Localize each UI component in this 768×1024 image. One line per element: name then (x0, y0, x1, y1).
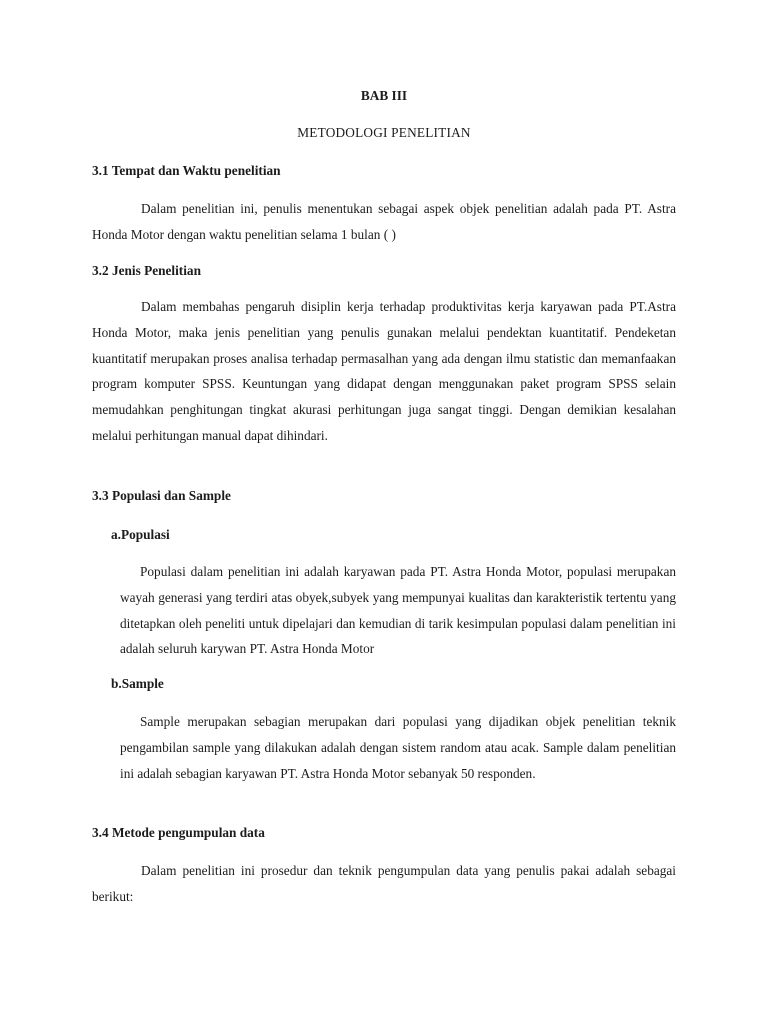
chapter-number: BAB III (360, 88, 408, 103)
sample-paragraph: Sample merupakan sebagian merupakan dari populasi yang dijadikan objek penelitian teknik pengambilan sample yang dilakukan adalah dengan sistem random atau acak. Sample dalam penelitian ini adalah sebagian karyawan PT. Astra Honda Motor sebanyak 50 responden. (120, 714, 676, 781)
section-3-4-paragraph: Dalam penelitian ini prosedur dan teknik pengumpulan data yang penulis pakai adalah sebagai berikut: (92, 863, 676, 904)
populasi-heading: a.Populasi (111, 527, 170, 542)
section-3-2-heading: 3.2 Jenis Penelitian (92, 263, 201, 278)
section-3-3-heading: 3.3 Populasi dan Sample (92, 488, 231, 503)
populasi-paragraph: Populasi dalam penelitian ini adalah karyawan pada PT. Astra Honda Motor, populasi merupakan wayah generasi yang terdiri atas obyek,subyek yang mempunyai kualitas dan karakteristik tertentu yang ditetapkan oleh peneliti untuk dipelajari dan kemudian di tarik kesimpulan populasi dalam penelitian ini adalah seluruh karywan PT. Astra Honda Motor (120, 564, 676, 657)
section-3-1-paragraph: Dalam penelitian ini, penulis menentukan sebagai aspek objek penelitian adalah pada PT. Astra Honda Motor dengan waktu penelitian selama 1 bulan ( ) (92, 201, 676, 242)
sample-heading: b.Sample (111, 676, 164, 691)
chapter-title: METODOLOGI PENELITIAN (297, 125, 471, 140)
section-3-2-paragraph: Dalam membahas pengaruh disiplin kerja terhadap produktivitas kerja karyawan pada PT.Astra Honda Motor, maka jenis penelitian yang penulis gunakan melalui pendektan kuantitatif. Pendeketan kuantitatif merupakan proses analisa terhadap permasalhan yang ada dengan ilmu statistic dan memanfaakan program komputer SPSS. Keuntungan yang didapat dengan menggunakan paket program SPSS selain memudahkan penghitungan tingkat akurasi perhitungan juga sangat tinggi. Dengan demikian kesalahan melalui perhitungan manual dapat dihindari. (92, 299, 676, 443)
section-3-1-heading: 3.1 Tempat dan Waktu penelitian (92, 163, 281, 178)
section-3-4-heading: 3.4 Metode pengumpulan data (92, 825, 265, 840)
